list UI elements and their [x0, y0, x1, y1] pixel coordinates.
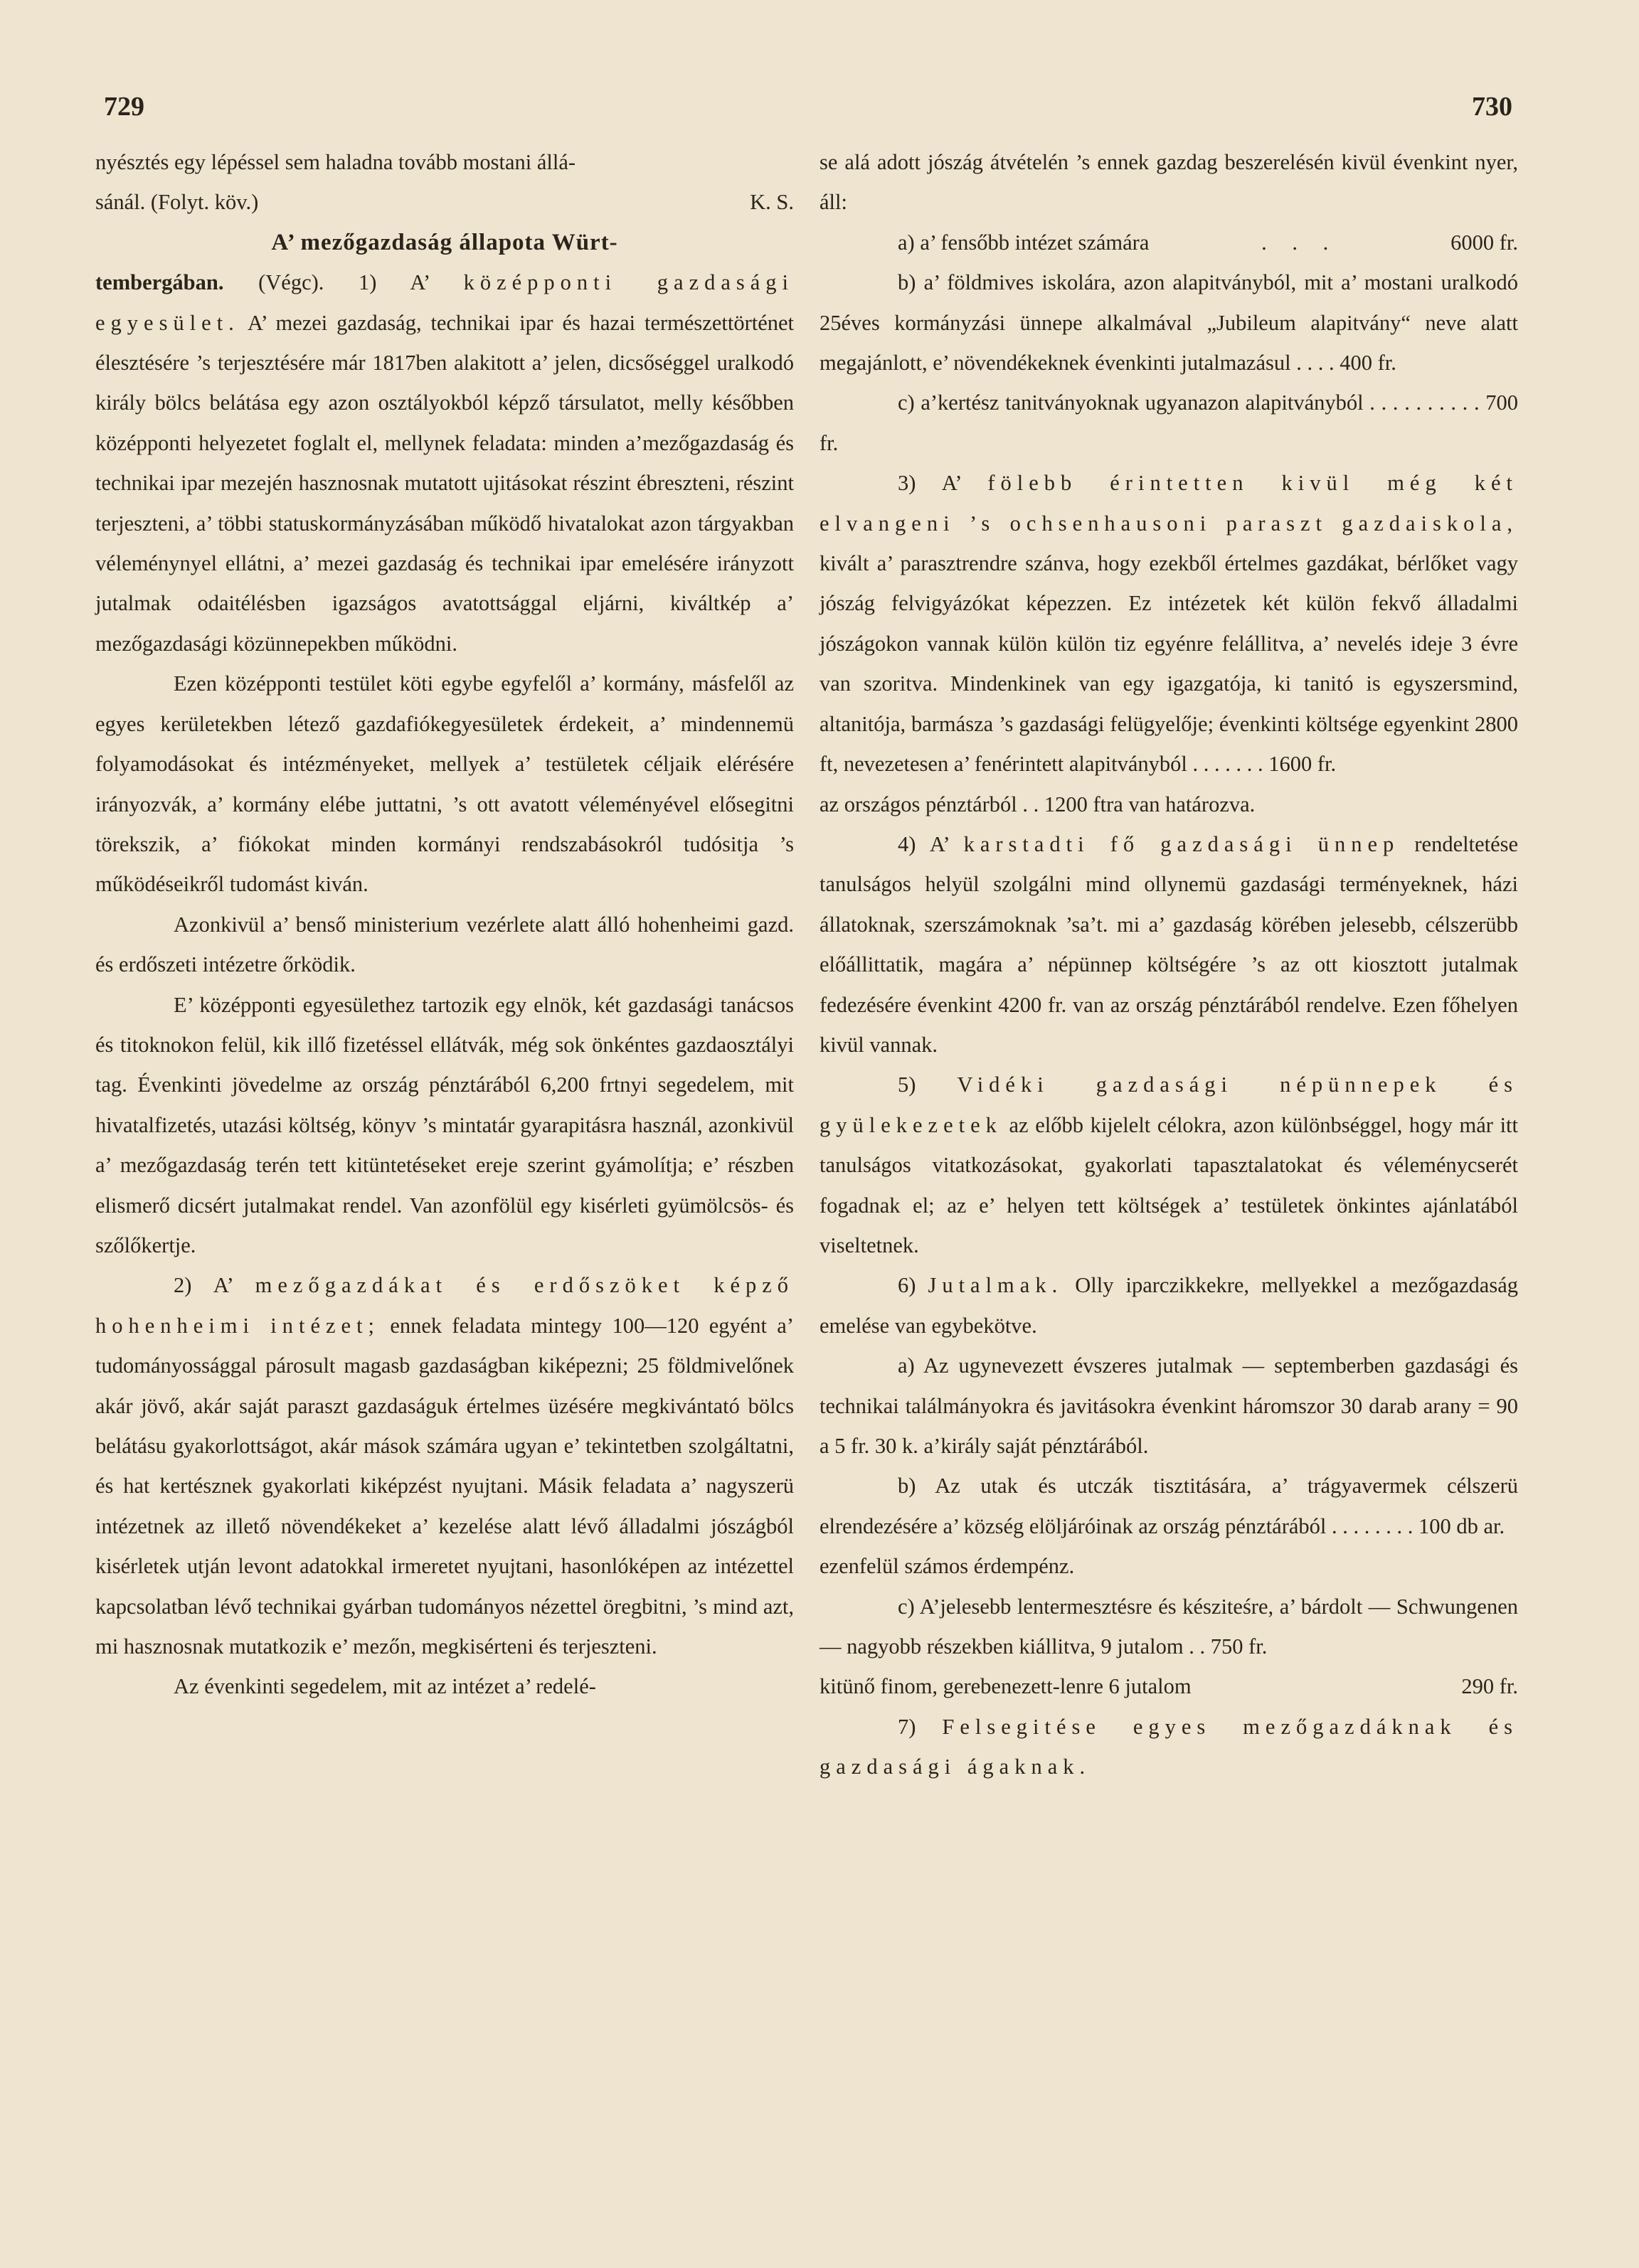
p5-heading: mezőgazdákat és erdőszöket képző hohenheimi intézet;: [95, 1273, 795, 1338]
r6-heading: Jutalmak.: [928, 1273, 1064, 1298]
paragraph-r8: [820, 1466, 1518, 1546]
r9-dots: . .: [1189, 1634, 1206, 1659]
continuation-note: sánál. (Folyt. köv.): [95, 190, 259, 215]
left-column: [95, 142, 794, 1707]
r5-lead: 5): [898, 1072, 916, 1097]
paragraph-r3: [820, 463, 1518, 784]
continuation-line: nyésztés egy lépéssel sem haladna tovább mostani állá-: [95, 150, 576, 174]
article-title-cont: tembergában.: [95, 270, 224, 295]
author-initials: K. S.: [750, 190, 794, 215]
item-a-label: a) a’ fensőbb intézet számára: [898, 230, 1150, 255]
paragraph-r11: [820, 1707, 1518, 1787]
r10-amount: 290 fr.: [1461, 1674, 1518, 1699]
r6-lead: 6): [898, 1273, 916, 1298]
item-c-dots: . . . . . . . . . .: [1369, 390, 1480, 415]
r8-tail: ezenfelül számos érdempénz.: [820, 1554, 1075, 1579]
continuation-end: [95, 182, 794, 222]
item-b-amount: 400 fr.: [1340, 351, 1396, 376]
article-title: A’ mezőgazdaság állapota Würt-: [271, 229, 618, 255]
r10-label: kitünő finom, gerebenezett-lenre 6 jutalom: [820, 1674, 1192, 1699]
item-b: [820, 262, 1518, 383]
item-b-text: b) a’ földmives iskolára, azon alapitványból, mit a’ mostani uralkodó 25éves kormányzási ünnepe alkalmával „Jubileum alapitvány“ neve alatt megajánlott, e’ növendékeknek évenkinti jutalmazásul: [820, 270, 1518, 376]
item-b-dots: . . . .: [1296, 351, 1335, 376]
paragraph-r10: [820, 1666, 1518, 1706]
item-c: [820, 383, 1518, 463]
r3-body: kivált a’ parasztrendre szánva, hogy ezekből értelmes gazdákat, bérlőket vagy jószág felvigyázókat képezzen. Ez intézetek két külön fekvő álladalmi jószágokon vannak külön külön tiz egyénre felállitva, a’ nevelés ideje 3 évre van szoritva. Mindenkinek van egy igazgatója, ki tanitó is egyszersmind, altanitója, barmásza ’s gazdasági felügyelője; évenkinti költsége egyenkint 2800 ft, nevezetesen a’ fenérintett alapitványból: [820, 551, 1518, 777]
p5-body: ennek feladata mintegy 100—120 egyént a’ tudományossággal párosult magasb gazdaságban kiképezni; 25 földmivelőnek akár jövő, akár saját paraszt gazdaságuk értelmes üzésére megkivántató bölcs belátásu gyakorlottságot, akár mások számára ugyan e’ tekintetben szolgáltatni, és hat kertésznek gyakorlati kiképzést nyujtani. Másik feladata a’ nagyszerü intézetnek az illető növendékeket a’ kezelése alatt lévő álladalmi jószágból kisérletek utján levont adatokkal irmeretet nyujtani, hasonlóképen az intézettel kapcsolatban lévő technikai gyárban tudományos nézettel öregbitni, ’s mind azt, mi hasznosnak mutatkozik e’ mezőn, megkisérteni és terjeszteni.: [95, 1313, 795, 1659]
page-number-left: 729: [104, 92, 144, 122]
paragraph-5: [95, 1265, 794, 1666]
paragraph-r4: [820, 824, 1518, 1065]
item-c-text: c) a’kertész tanitványoknak ugyanazon alapitványból: [898, 390, 1364, 415]
p1-body: A’ mezei gazdaság, technikai ipar és hazai természettörténet élesztésére ’s terjesztésére már 1817ben alakitott a’ jelen, dicsőséggel uralkodó király bölcs belátása egy azon osztályokból képző társulatot, melly későbben középponti helyezetet foglalt el, mellynek feladata: minden a’mezőgazdaság és technikai ipar mezején hasznosnak mutatott ujitásokat részint ébreszteni, részint terjeszteni, a’ többi statuskormányzásában működő hivatalokat azon tárgyakban véleménynyel ellátni, a’ mezei gazdaság és technikai ipar emelésére irányzott jutalmak odaitélésben igazságos avatottsággal eljárni, kiváltkép a’ mezőgazdasági közünnepekben működni.: [95, 310, 794, 656]
r5-heading: Vidéki gazdasági népünnepek és gyülekezetek: [820, 1072, 1518, 1137]
r3-lead: 3) A’: [898, 471, 961, 496]
paragraph-4: E’ középponti egyesülethez tartozik egy elnök, két gazdasági tanácsos és titoknokon felül, kik illő fizetéssel ellátvák, még sok önkéntes gazdaosztályi tag. Évenkinti jövedelme az ország pénztárából 6,200 frtnyi segedelem, mit hivatalfizetés, utazási költség, könyv ’s mintatár gyarapitásra használ, azonkivül a’ mezőgazdaság terén tett kitüntetéseket ereje szerint gyámolítja; e’ részben elismerő dicsért jutalmakat rendel. Van azonfölül egy kisérleti gyümölcsös- és szőlőkertje.: [95, 992, 794, 1257]
paragraph-r7: a) Az ugynevezett évszeres jutalmak — septemberben gazdasági és technikai találmányokra és javitásokra évenkint háromszor 30 darab arany = 90 a 5 fr. 30 k. a’király saját pénztárából.: [820, 1353, 1518, 1458]
paragraph-r6: [820, 1265, 1518, 1346]
r8-dots: . . . . . . . .: [1332, 1513, 1413, 1538]
item-a-dots: . . .: [1261, 230, 1339, 255]
r8-text: b) Az utak és utczák tisztitására, a’ trágyavermek célszerü elrendezésére a’ község elöljáróinak az ország pénztárából: [820, 1474, 1518, 1538]
r5-body: az előbb kijelelt célokra, azon különbséggel, hogy már itt tanulságos vitatkozásokat, gyakorlati tapasztalatokat és véleménycserét fogadnak el; az e’ helyen tett költségek a’ testületek önkintes ajánlatából viseltetnek.: [820, 1112, 1518, 1257]
paragraph-r9: [820, 1587, 1518, 1667]
p1-heading: középponti gazdasági egyesület.: [95, 270, 795, 335]
paragraph-r1: se alá adott jószág átvételén ’s ennek gazdag beszerelésén kivül évenkint nyer, áll:: [820, 150, 1518, 215]
p5-lead: 2) A’: [174, 1273, 233, 1298]
paragraph-1: [95, 262, 794, 664]
r6-body: Olly iparczikkekre, mellyekkel a mezőgazdaság emelése van egybekötve.: [820, 1273, 1518, 1338]
item-a-amount: 6000 fr.: [1450, 230, 1518, 255]
paragraph-r5: [820, 1065, 1518, 1265]
r4-heading: karstadti fő gazdasági ünnep: [963, 831, 1400, 856]
r8-amount: 100 db ar.: [1418, 1513, 1505, 1538]
paragraph-2: Ezen középponti testület köti egybe egyfelől a’ kormány, másfelől az egyes kerületekben létező gazdafiókegyesületek érdekeit, a’ mindennemü folyamodásokat és intézményeket, mellyek a’ testületek céljaik elérésére irányozvák, a’ kormány elébe juttatni, ’s ott avatott véleményével elősegitni törekszik, a’ fiókokat minden kormányi rendszabásokról tudósitja ’s működéseikről tudomást kiván.: [95, 671, 794, 897]
paragraph-6: Az évenkinti segedelem, mit az intézet a’ redelé-: [174, 1674, 596, 1699]
r4-body: rendeltetése tanulságos helyül szolgálni mind ollynemü gazdasági terményeknek, házi állatoknak, szerszámoknak ’sa’t. mi a’ gazdaság körében jelesebb, célszerübb előállittatik, magára a’ népünnep költségére ’s az ott kiosztott jutalmak fedezésére évenkint 4200 fr. van az ország pénztárából rendelve. Ezen főhelyen kivül vannak.: [820, 831, 1519, 1057]
r4-lead: 4) A’: [898, 831, 949, 856]
r3-tail: az országos pénztárból . . 1200 ftra van határozva.: [820, 792, 1256, 816]
r9-text: c) A’jelesebb lentermesztésre és késziteśre, a’ bárdolt — Schwungenen— nagyobb részekben kiállitva, 9 jutalom: [820, 1594, 1518, 1659]
item-a: [820, 223, 1518, 262]
r9-amount: 750 fr.: [1210, 1634, 1268, 1659]
r11-lead: 7): [898, 1714, 916, 1739]
p1-lead: (Végc). 1) A’: [258, 270, 429, 295]
r3-amount: 1600 fr.: [1268, 752, 1337, 777]
r11-heading: Felsegitése egyes mezőgazdáknak és gazdasági ágaknak.: [820, 1714, 1518, 1779]
r3-heading: fölebb érintetten kivül még két elvangeni ’s ochsenhausoni paraszt gazdaiskola,: [820, 471, 1518, 536]
r3-dots: . . . . . . .: [1192, 752, 1263, 777]
item-c-amount: 700 fr.: [820, 390, 1519, 455]
right-column: [820, 142, 1518, 1787]
paragraph-3: Azonkivül a’ benső ministerium vezérlete alatt álló hohenheimi gazd. és erdőszeti intézetre őrködik.: [95, 912, 794, 977]
page-number-right: 730: [1472, 92, 1512, 122]
